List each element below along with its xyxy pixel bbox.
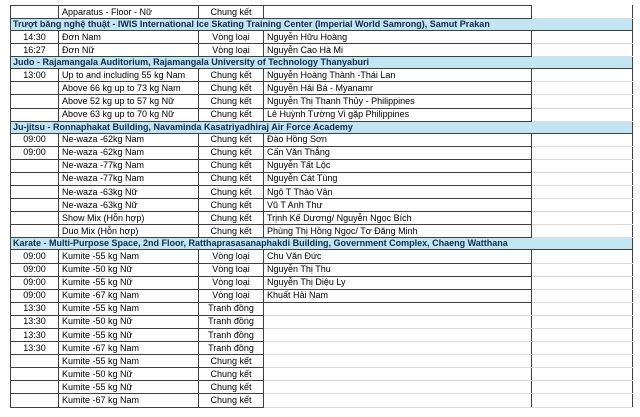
section-header-row [11, 57, 633, 69]
cell-round[interactable]: Chung kết [199, 394, 264, 407]
cell-spare[interactable] [532, 95, 633, 108]
cell-athlete[interactable]: Ngô T Thảo Vân [264, 186, 532, 199]
cell-round[interactable]: Vòng loại [199, 44, 264, 57]
schedule-table-body [11, 6, 633, 408]
cell-spare[interactable] [532, 315, 633, 328]
cell-spare[interactable] [532, 263, 633, 276]
cell-spare[interactable] [532, 342, 633, 355]
cell-spare[interactable] [532, 289, 633, 302]
cell-time[interactable] [11, 368, 59, 381]
cell-athlete[interactable] [264, 394, 532, 407]
cell-time[interactable] [11, 159, 59, 172]
cell-round[interactable]: Chung kết [199, 186, 264, 199]
cell-event[interactable]: Show Mix (Hỗn hợp) [59, 212, 199, 225]
section-header-row [11, 19, 633, 31]
cell-athlete[interactable]: Nguyễn Hoàng Thành -Thái Lan [264, 69, 532, 82]
cell-time[interactable] [11, 82, 59, 95]
cell-athlete[interactable]: Phùng Thị Hồng Ngọc/ Tơ Đăng Minh [264, 225, 532, 238]
table-row [11, 394, 633, 407]
cell-round[interactable]: Vòng loại [199, 31, 264, 44]
cell-athlete[interactable] [264, 381, 532, 394]
cell-spare[interactable] [532, 276, 633, 289]
section-header-cell[interactable]: Karate - Multi-Purpose Space, 2nd Floor, Ratthaprasasanaphakdi Building, Government Complex, Chaeng Watthana [11, 238, 633, 250]
cell-athlete[interactable] [264, 315, 532, 328]
cell-spare[interactable] [532, 159, 633, 172]
cell-round[interactable]: Chung kết [199, 212, 264, 225]
cell-round[interactable]: Tranh đồng [199, 315, 264, 328]
cell-event[interactable]: Đơn Nữ [59, 44, 199, 57]
section-header-cell[interactable]: Ju-jitsu - Ronnaphakat Building, Navaminda Kasatriyadhiraj Air Force Academy [11, 121, 633, 133]
cell-spare[interactable] [532, 69, 633, 82]
cell-event[interactable]: Kumite -50 kg Nữ [59, 263, 199, 276]
cell-time[interactable]: 09:00 [11, 289, 59, 302]
cell-time[interactable]: 13:30 [11, 315, 59, 328]
cell-spare[interactable] [532, 146, 633, 159]
table-row [11, 44, 633, 57]
cell-event[interactable]: Kumite -55 kg Nữ [59, 276, 199, 289]
cell-spare[interactable] [532, 6, 633, 19]
cell-event[interactable]: Kumite -55 kg Nam [59, 302, 199, 315]
table-row [11, 172, 633, 185]
table-row [11, 368, 633, 381]
cell-spare[interactable] [532, 31, 633, 44]
cell-event[interactable]: Đơn Nam [59, 31, 199, 44]
cell-event[interactable]: Kumite -67 kg Nam [59, 394, 199, 407]
table-row [11, 381, 633, 394]
cell-event[interactable]: Above 52 kg up to 57 kg Nữ [59, 95, 199, 108]
cell-event[interactable]: Kumite -55 kg Nữ [59, 381, 199, 394]
cell-athlete[interactable]: Nguyễn Hữu Hoàng [264, 31, 532, 44]
cell-spare[interactable] [532, 172, 633, 185]
cell-spare[interactable] [532, 108, 633, 121]
cell-event[interactable]: Ne-waza -77kg Nam [59, 172, 199, 185]
cell-athlete[interactable]: Cấn Văn Thắng [264, 146, 532, 159]
cell-spare[interactable] [532, 394, 633, 407]
cell-athlete[interactable]: Đào Hồng Sơn [264, 133, 532, 146]
table-row [11, 250, 633, 263]
table-row [11, 263, 633, 276]
cell-time[interactable]: 13:00 [11, 69, 59, 82]
cell-athlete[interactable] [264, 355, 532, 368]
cell-time[interactable]: 13:30 [11, 342, 59, 355]
cell-round[interactable]: Vòng loại [199, 276, 264, 289]
cell-time[interactable]: 09:00 [11, 263, 59, 276]
cell-event[interactable]: Ne-waza -62kg Nam [59, 133, 199, 146]
cell-athlete[interactable] [264, 342, 532, 355]
section-header-row [11, 121, 633, 133]
cell-time[interactable] [11, 381, 59, 394]
table-row [11, 355, 633, 368]
cell-time[interactable] [11, 394, 59, 407]
cell-athlete[interactable]: Nguyễn Thị Thu [264, 263, 532, 276]
cell-round[interactable]: Chung kết [199, 381, 264, 394]
cell-event[interactable]: Ne-waza -63kg Nữ [59, 199, 199, 212]
table-row [11, 31, 633, 44]
cell-event[interactable]: Above 63 kg up to 70 kg Nữ [59, 108, 199, 121]
cell-event[interactable]: Apparatus - Floor - Nữ [59, 6, 199, 19]
cell-spare[interactable] [532, 225, 633, 238]
cell-round[interactable]: Tranh đồng [199, 302, 264, 315]
cell-spare[interactable] [532, 212, 633, 225]
cell-time[interactable] [11, 172, 59, 185]
cell-event[interactable]: Kumite -67 kg Nam [59, 342, 199, 355]
table-row [11, 302, 633, 315]
cell-athlete[interactable]: Nguyễn Tất Lộc [264, 159, 532, 172]
table-row [11, 342, 633, 355]
cell-round[interactable]: Chung kết [199, 95, 264, 108]
cell-time[interactable]: 13:30 [11, 328, 59, 341]
cell-spare[interactable] [532, 44, 633, 57]
cell-event[interactable]: Up to and including 55 kg Nam [59, 69, 199, 82]
cell-athlete[interactable]: Nguyễn Cao Hà Mi [264, 44, 532, 57]
table-row [11, 108, 633, 121]
cell-time[interactable] [11, 212, 59, 225]
cell-athlete[interactable]: Lê Huỳnh Tường Vi gặp Philippines [264, 108, 532, 121]
cell-round[interactable]: Chung kết [199, 159, 264, 172]
cell-athlete[interactable]: Nguyễn Thị Thanh Thủy - Philippines [264, 95, 532, 108]
cell-time[interactable] [11, 186, 59, 199]
cell-time[interactable] [11, 108, 59, 121]
cell-round[interactable]: Vòng loại [199, 263, 264, 276]
cell-spare[interactable] [532, 199, 633, 212]
cell-time[interactable] [11, 95, 59, 108]
table-row [11, 6, 633, 19]
cell-athlete[interactable] [264, 6, 532, 19]
cell-round[interactable]: Chung kết [199, 172, 264, 185]
cell-time[interactable] [11, 355, 59, 368]
cell-spare[interactable] [532, 302, 633, 315]
cell-athlete[interactable] [264, 368, 532, 381]
table-row [11, 186, 633, 199]
cell-round[interactable]: Vòng loại [199, 289, 264, 302]
cell-round[interactable]: Chung kết [199, 225, 264, 238]
table-row [11, 82, 633, 95]
cell-spare[interactable] [532, 250, 633, 263]
cell-round[interactable]: Chung kết [199, 355, 264, 368]
schedule-table [10, 5, 633, 408]
cell-event[interactable]: Ne-waza -62kg Nam [59, 146, 199, 159]
table-row [11, 315, 633, 328]
cell-athlete[interactable]: Khuất Hải Nam [264, 289, 532, 302]
cell-athlete[interactable]: Nguyễn Cát Tùng [264, 172, 532, 185]
section-header-cell[interactable]: Trượt băng nghệ thuật - IWIS International Ice Skating Training Center (Imperial World Samrong), Samut Prakan [11, 19, 633, 31]
cell-spare[interactable] [532, 133, 633, 146]
cell-spare[interactable] [532, 82, 633, 95]
cell-round[interactable]: Vòng loại [199, 250, 264, 263]
table-row [11, 276, 633, 289]
cell-athlete[interactable] [264, 302, 532, 315]
cell-event[interactable]: Kumite -55 kg Nam [59, 355, 199, 368]
cell-time[interactable]: 09:00 [11, 250, 59, 263]
cell-athlete[interactable]: Chu Văn Đức [264, 250, 532, 263]
cell-event[interactable]: Ne-waza -77kg Nam [59, 159, 199, 172]
cell-event[interactable]: Above 66 kg up to 73 kg Nam [59, 82, 199, 95]
cell-round[interactable]: Tranh đồng [199, 342, 264, 355]
table-row [11, 289, 633, 302]
table-row [11, 212, 633, 225]
cell-time[interactable]: 13:30 [11, 302, 59, 315]
cell-event[interactable]: Kumite -55 kg Nam [59, 250, 199, 263]
table-row [11, 133, 633, 146]
cell-round[interactable]: Chung kết [199, 69, 264, 82]
table-row [11, 199, 633, 212]
cell-event[interactable]: Kumite -50 kg Nữ [59, 315, 199, 328]
cell-time[interactable]: 09:00 [11, 133, 59, 146]
table-row [11, 328, 633, 341]
cell-time[interactable]: 09:00 [11, 146, 59, 159]
cell-time[interactable]: 09:00 [11, 276, 59, 289]
cell-spare[interactable] [532, 381, 633, 394]
cell-spare[interactable] [532, 368, 633, 381]
table-row [11, 159, 633, 172]
cell-round[interactable]: Chung kết [199, 368, 264, 381]
table-row [11, 69, 633, 82]
cell-round[interactable]: Chung kết [199, 82, 264, 95]
section-header-row [11, 238, 633, 250]
cell-time[interactable]: 16:27 [11, 44, 59, 57]
cell-round[interactable]: Chung kết [199, 199, 264, 212]
section-header-cell[interactable]: Judo - Rajamangala Auditorium, Rajamangala University of Technology Thanyaburi [11, 57, 633, 69]
cell-event[interactable]: Kumite -67 kg Nam [59, 289, 199, 302]
cell-round[interactable]: Chung kết [199, 146, 264, 159]
cell-spare[interactable] [532, 355, 633, 368]
cell-athlete[interactable]: Nguyễn Thị Diệu Ly [264, 276, 532, 289]
cell-athlete[interactable]: Vũ T Anh Thư [264, 199, 532, 212]
cell-spare[interactable] [532, 328, 633, 341]
cell-round[interactable]: Chung kết [199, 133, 264, 146]
cell-time[interactable] [11, 6, 59, 19]
cell-event[interactable]: Kumite -55 kg Nữ [59, 328, 199, 341]
cell-athlete[interactable]: Trịnh Kế Dương/ Nguyễn Ngọc Bích [264, 212, 532, 225]
table-row [11, 146, 633, 159]
table-row [11, 225, 633, 238]
cell-athlete[interactable]: Nguyễn Hải Bá - Myanamr [264, 82, 532, 95]
cell-athlete[interactable] [264, 328, 532, 341]
cell-time[interactable] [11, 225, 59, 238]
cell-event[interactable]: Ne-waza -63kg Nữ [59, 186, 199, 199]
cell-round[interactable]: Tranh đồng [199, 328, 264, 341]
cell-event[interactable]: Kumite -50 kg Nữ [59, 368, 199, 381]
cell-time[interactable] [11, 199, 59, 212]
table-row [11, 95, 633, 108]
cell-round[interactable]: Chung kết [199, 108, 264, 121]
cell-event[interactable]: Duo Mix (Hỗn hợp) [59, 225, 199, 238]
cell-time[interactable]: 14:30 [11, 31, 59, 44]
cell-round[interactable]: Chung kết [199, 6, 264, 19]
cell-spare[interactable] [532, 186, 633, 199]
